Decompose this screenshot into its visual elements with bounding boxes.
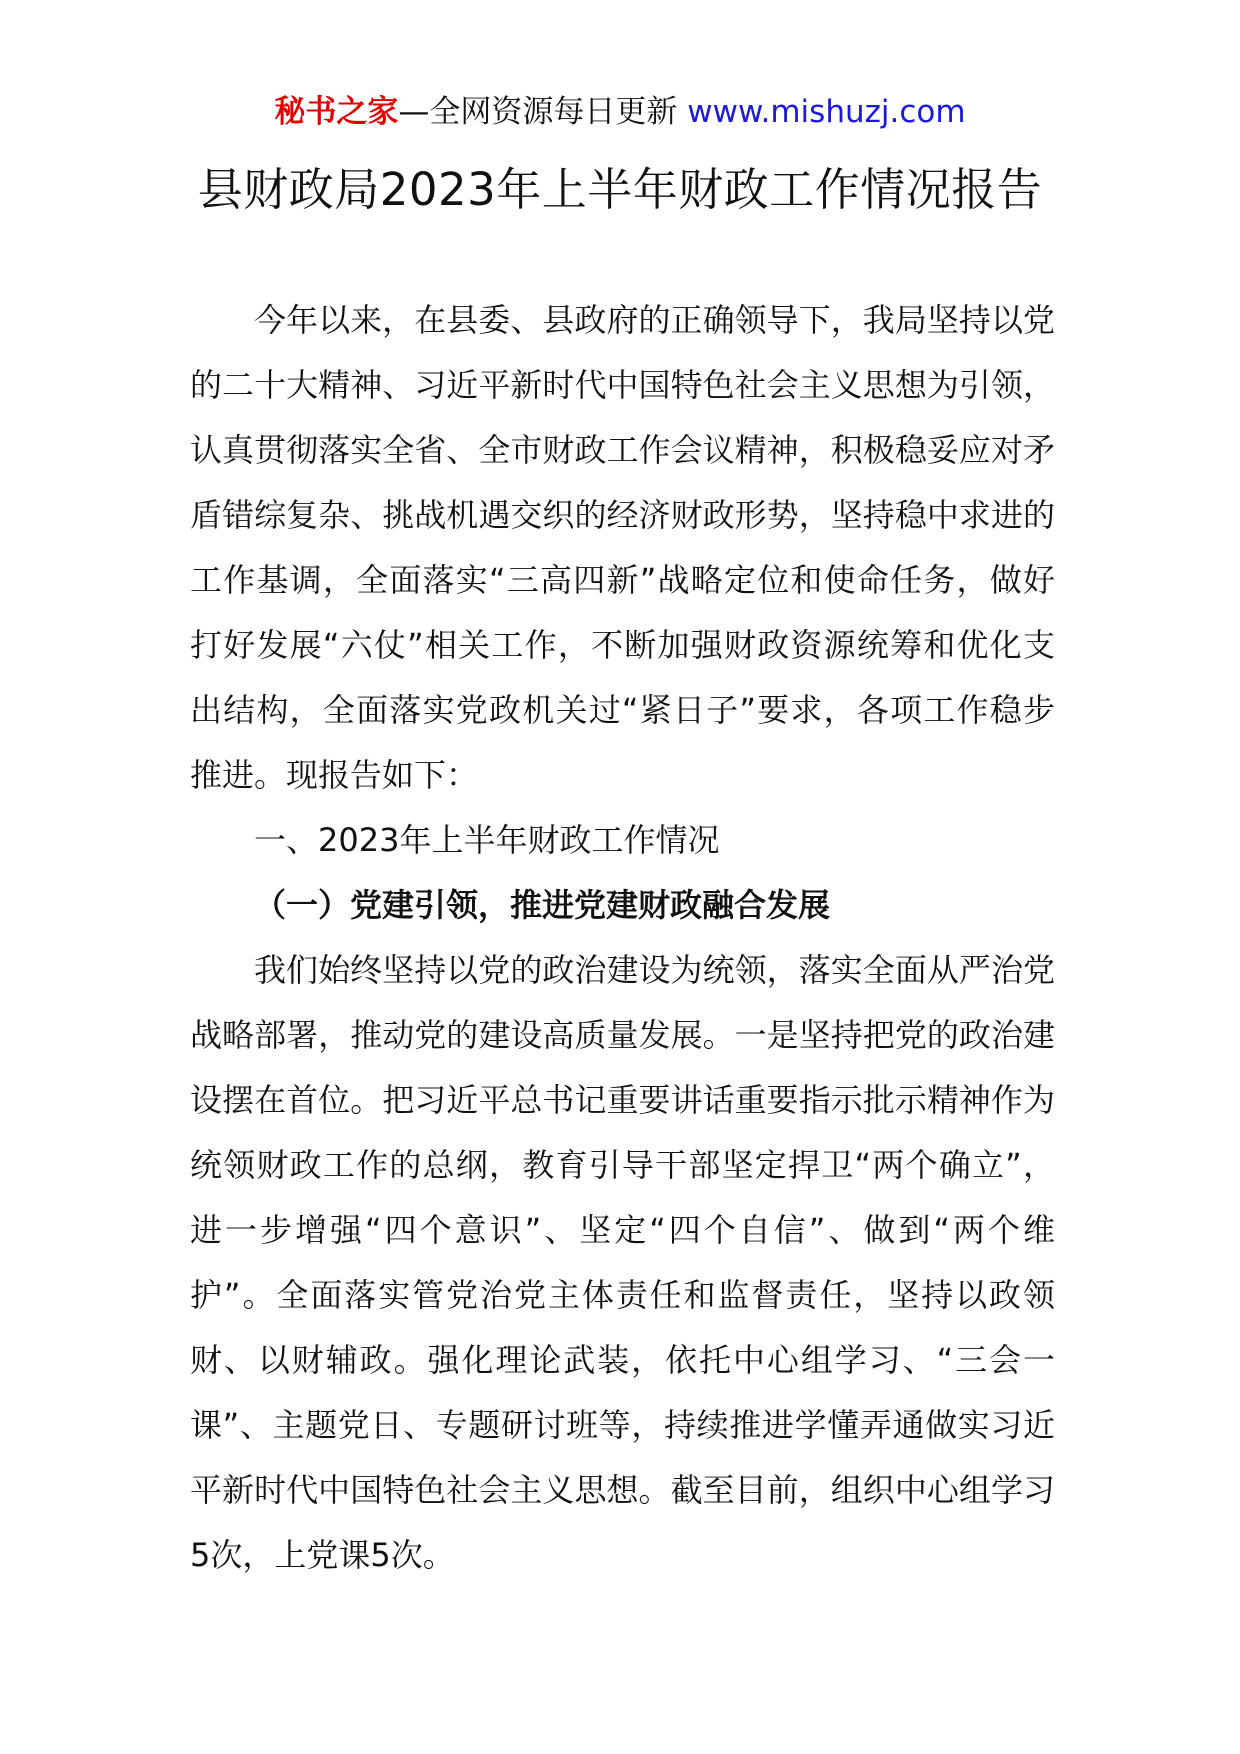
site-tagline: —全网资源每日更新 <box>398 94 688 130</box>
body-paragraph: 我们始终坚持以党的政治建设为统领，落实全面从严治党战略部署，推动党的建设高质量发展。一是坚持把党的政治建设摆在首位。把习近平总书记重要讲话重要指示批示精神作为统领财政工作的总纲，教育引导干部坚定捍卫“两个确立”，进一步增强“四个意识”、坚定“四个自信”、做到“两个维护”。全面落实管党治党主体责任和监督责任，坚持以政领财、以财辅政。强化理论武装，依托中心组学习、“三会一课”、主题党日、专题研讨班等，持续推进学懂弄通做实习近平新时代中国特色社会主义思想。截至目前，组织中心组学习5次，上党课5次。 <box>190 951 1055 1574</box>
subsection-heading: （一）党建引领，推进党建财政融合发展 <box>254 886 831 924</box>
site-name: 秘书之家 <box>274 94 399 130</box>
intro-paragraph: 今年以来，在县委、县政府的正确领导下，我局坚持以党的二十大精神、习近平新时代中国特色社会主义思想为引领，认真贯彻落实全省、全市财政工作会议精神，积极稳妥应对矛盾错综复杂、挑战机遇交织的经济财政形势，坚持稳中求进的工作基调，全面落实“三高四新”战略定位和使命任务，做好打好发展“六仗”相关工作，不断加强财政资源统筹和优化支出结构，全面落实党政机关过“紧日子”要求，各项工作稳步推进。现报告如下： <box>190 301 1055 794</box>
document-title: 县财政局2023年上半年财政工作情况报告 <box>197 163 1043 216</box>
document-body <box>190 288 1055 1588</box>
section-heading: 一、2023年上半年财政工作情况 <box>254 821 720 859</box>
site-url-link[interactable]: www.mishuzj.com <box>687 94 966 130</box>
site-header <box>0 92 1240 132</box>
